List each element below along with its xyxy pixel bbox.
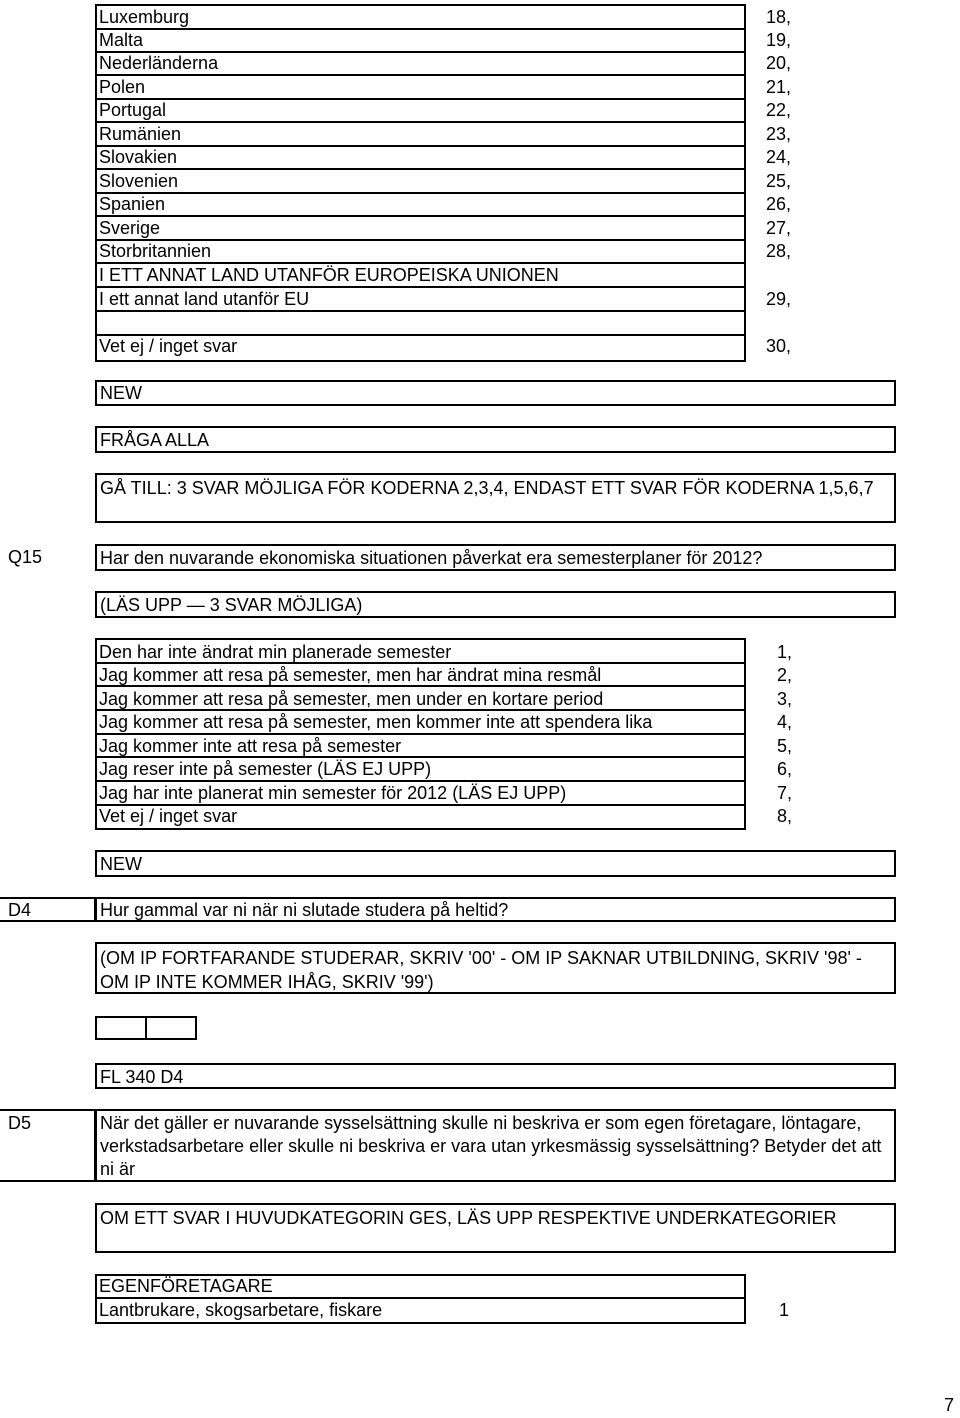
new-note: NEW <box>100 854 142 874</box>
country-code: 23, <box>766 124 792 144</box>
age-digit-input[interactable] <box>145 1016 197 1040</box>
question-id: D5 <box>8 1113 32 1133</box>
question-text-box <box>95 1109 896 1182</box>
answer-option-code: 7, <box>777 783 793 803</box>
country-list-divider <box>95 28 746 30</box>
new-note-box <box>95 850 896 877</box>
country-label: Nederländerna <box>99 53 219 73</box>
country-label: Spanien <box>99 194 166 214</box>
answer-option-label: Den har inte ändrat min planerade semester <box>99 642 452 662</box>
country-code: 28, <box>766 241 792 261</box>
country-label: Slovakien <box>99 147 178 167</box>
answer-option-code: 8, <box>777 806 793 826</box>
page-number: 7 <box>944 1395 955 1415</box>
country-label: Storbritannien <box>99 241 212 261</box>
read-instruction-box <box>95 591 896 618</box>
question-id: D4 <box>8 900 32 920</box>
question-text: Har den nuvarande ekonomiska situationen påverkat era semesterplaner för 2012? <box>100 548 763 568</box>
answer-option-label: Jag kommer att resa på semester, men har ändrat mina resmål <box>99 665 602 685</box>
answer-option-label: Jag kommer att resa på semester, men under en kortare period <box>99 689 604 709</box>
ask-all-box <box>95 426 896 453</box>
country-label: Slovenien <box>99 171 179 191</box>
ask-all-instruction: FRÅGA ALLA <box>100 430 210 450</box>
goto-instruction: GÅ TILL: 3 SVAR MÖJLIGA FÖR KODERNA 2,3,4, ENDAST ETT SVAR FÖR KODERNA 1,5,6,7 <box>100 478 874 498</box>
country-code: 26, <box>766 194 792 214</box>
country-code: 21, <box>766 77 792 97</box>
country-list-divider <box>95 360 746 362</box>
country-list-divider <box>95 98 746 100</box>
country-list-divider <box>95 168 746 170</box>
country-code: 24, <box>766 147 792 167</box>
country-label: Luxemburg <box>99 7 190 27</box>
answer-option-label: Jag kommer inte att resa på semester <box>99 736 402 756</box>
country-label: Polen <box>99 77 146 97</box>
answer-option-code: 3, <box>777 689 793 709</box>
question-text-box <box>95 897 896 922</box>
new-note-box <box>95 380 896 406</box>
country-label: Sverige <box>99 218 161 238</box>
question-text: Hur gammal var ni när ni slutade studera på heltid? <box>100 900 509 920</box>
country-list-divider <box>95 145 746 147</box>
country-code: 19, <box>766 30 792 50</box>
country-list-divider <box>95 74 746 76</box>
age-instruction: (OM IP FORTFARANDE STUDERAR, SKRIV '00' - OM IP SAKNAR UTBILDNING, SKRIV '98' - OM IP INTE KOMMER IHÅG, SKRIV '99') <box>100 948 862 992</box>
new-note: NEW <box>100 383 142 403</box>
country-code: 25, <box>766 171 792 191</box>
country-label: Rumänien <box>99 124 182 144</box>
dont-know-label: Vet ej / inget svar <box>99 336 238 356</box>
country-label: Portugal <box>99 100 167 120</box>
country-list-divider <box>95 215 746 217</box>
answer-option-code: 4, <box>777 712 793 732</box>
answer-option-code: 1, <box>777 642 793 662</box>
fl-reference-box <box>95 1063 896 1089</box>
subcategory-instruction-box <box>95 1203 896 1253</box>
country-list-divider <box>95 192 746 194</box>
fl-reference: FL 340 D4 <box>100 1067 184 1087</box>
answer-option-code: 6, <box>777 759 793 779</box>
question-text: När det gäller er nuvarande sysselsättning skulle ni beskriva er som egen företagare, löntagare, verkstadsarbetare eller skulle ni beskriva er vara utan yrkesmässig sysselsättning? Betyder det att ni är <box>100 1113 882 1179</box>
answer-option-label: Jag kommer att resa på semester, men kommer inte att spendera lika <box>99 712 653 732</box>
country-code: 27, <box>766 218 792 238</box>
country-list-left-border <box>95 4 97 362</box>
country-list-divider <box>95 121 746 123</box>
answer-option-code: 2, <box>777 665 793 685</box>
age-digit-input[interactable] <box>95 1016 147 1040</box>
country-code: 20, <box>766 53 792 73</box>
category-heading: EGENFÖRETAGARE <box>99 1276 273 1296</box>
question-id: Q15 <box>8 547 43 567</box>
answer-option-code: 5, <box>777 736 793 756</box>
country-list-right-border <box>744 4 746 362</box>
outside-eu-code: 29, <box>766 289 792 309</box>
age-instruction-box <box>95 942 896 994</box>
subcategory-instruction: OM ETT SVAR I HUVUDKATEGORIN GES, LÄS UPP RESPEKTIVE UNDERKATEGORIER <box>100 1208 837 1228</box>
read-instruction: (LÄS UPP — 3 SVAR MÖJLIGA) <box>100 595 363 615</box>
answer-option-label: Vet ej / inget svar <box>99 806 238 826</box>
country-label: Malta <box>99 30 144 50</box>
question-text-box <box>95 544 896 571</box>
answer-option-label: Lantbrukare, skogsarbetare, fiskare <box>99 1300 383 1320</box>
country-list-divider <box>95 310 746 312</box>
answer-option-code: 1 <box>779 1300 790 1320</box>
outside-eu-label: I ett annat land utanför EU <box>99 289 310 309</box>
country-list-divider <box>95 4 746 6</box>
goto-instruction-box <box>95 473 896 523</box>
country-code: 18, <box>766 7 792 27</box>
answer-option-label: Jag reser inte på semester (LÄS EJ UPP) <box>99 759 432 779</box>
answer-option-label: Jag har inte planerat min semester för 2012 (LÄS EJ UPP) <box>99 783 567 803</box>
outside-eu-heading: I ETT ANNAT LAND UTANFÖR EUROPEISKA UNIONEN <box>99 265 559 285</box>
country-code: 22, <box>766 100 792 120</box>
dont-know-code: 30, <box>766 336 792 356</box>
